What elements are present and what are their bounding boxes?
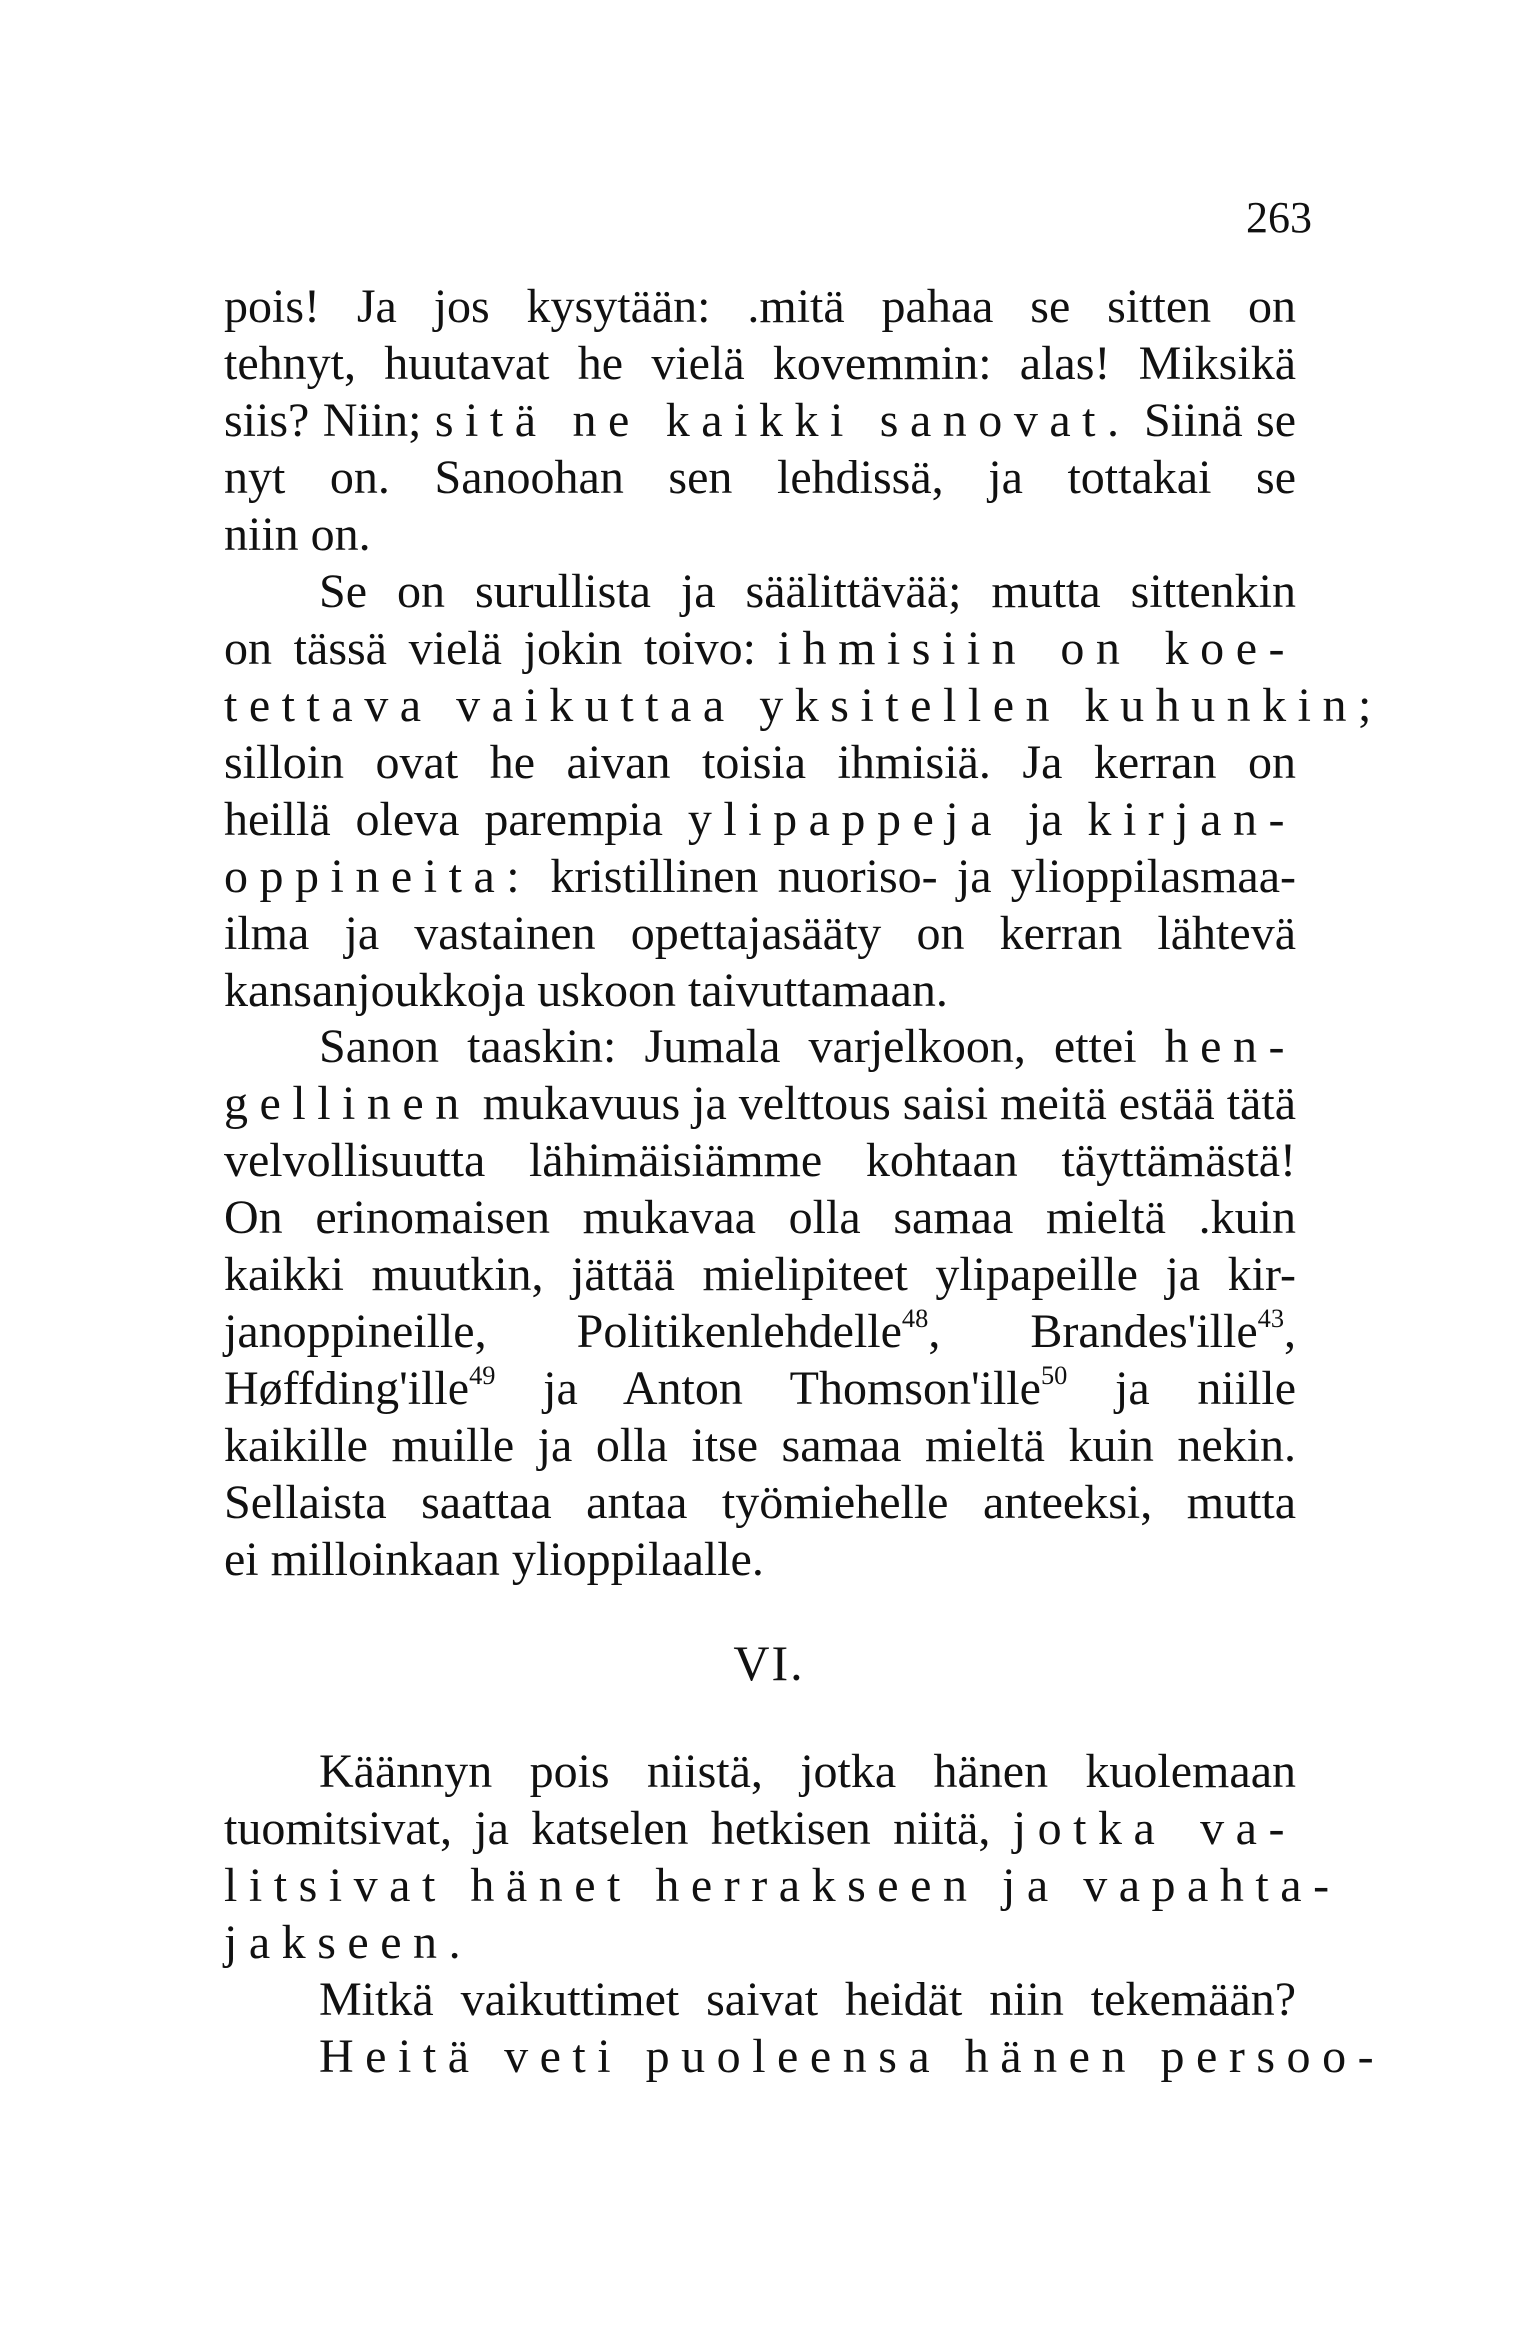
- text-span: tuomitsivat, ja katselen hetkisen niitä,: [224, 1802, 991, 1855]
- emphasis-text: oppineita:: [224, 850, 532, 903]
- text-span: ja: [1027, 793, 1063, 846]
- text-line: [224, 2028, 1386, 2085]
- footnote-ref-text: ja Anton Thomson'ille$^{50}$: [543, 1360, 1068, 1415]
- emphasis-text: ihmisiin on koe-: [777, 622, 1297, 675]
- text-line: Sellaista saattaa antaa työmiehelle anteeksi, mutta: [224, 1476, 1296, 1529]
- text-line: kaikille muille ja olla itse samaa mieltä kuin nekin.: [224, 1419, 1296, 1472]
- text-line: pois! Ja jos kysytään: .mitä pahaa se sitten on: [224, 280, 1296, 333]
- text-line: nyt on. Sanoohan sen lehdissä, ja tottakai se: [224, 451, 1296, 504]
- paragraph-3: [224, 1018, 1296, 1588]
- text-span: on tässä vielä jokin toivo:: [224, 622, 756, 675]
- emphasis-text: sitä ne kaikki sanovat.: [434, 394, 1131, 447]
- text-span: mukavuus ja velttous saisi meitä estää tätä: [482, 1077, 1296, 1130]
- text-line: Se on surullista ja säälittävää; mutta sittenkin: [319, 565, 1296, 618]
- page-number: 263: [1246, 193, 1312, 242]
- text-line: tehnyt, huutavat he vielä kovemmin: alas! Miksikä: [224, 337, 1296, 390]
- text-line: silloin ovat he aivan toisia ihmisiä. Ja kerran on: [224, 736, 1296, 789]
- footnote-marker: 49: [469, 1360, 496, 1391]
- text-line: [224, 1018, 1296, 1075]
- emphasis-text: jakseen.: [224, 1916, 473, 1969]
- text-span: janoppineille,: [224, 1305, 487, 1358]
- footnote-ref-text: Brandes'ille$^{43}$,: [1030, 1303, 1297, 1358]
- text-span: heillä oleva parempia: [224, 793, 663, 846]
- text-line: ei milloinkaan ylioppilaalle.: [224, 1533, 764, 1586]
- emphasis-text: jotka va-: [1012, 1802, 1296, 1855]
- text-span: Siinä se: [1143, 394, 1297, 447]
- text-span: siis? Niin;: [224, 394, 422, 447]
- text-line: On erinomaisen mukavaa olla samaa mieltä .kuin: [224, 1191, 1296, 1244]
- footnote-ref-text: Høffding'ille$^{49}$: [224, 1360, 496, 1415]
- text-line: [224, 620, 1296, 677]
- paragraph-4: [224, 1743, 1386, 2085]
- text-line: [224, 1075, 1296, 1132]
- text-line: Mitkä vaikuttimet saivat heidät niin tekemään?: [319, 1973, 1296, 2026]
- text-line: [224, 1800, 1296, 1857]
- text-line: [224, 1360, 1296, 1417]
- footnote-marker: 48: [901, 1303, 929, 1334]
- text-line: [224, 392, 1296, 449]
- text-span: ja niille: [1115, 1362, 1296, 1415]
- text-line: ilma ja vastainen opettajasääty on kerran lähtevä: [224, 907, 1296, 960]
- paragraph-1: [224, 278, 1296, 563]
- footnote-marker: 50: [1040, 1360, 1068, 1391]
- emphasis-text: ylipappeja: [687, 793, 1003, 846]
- text-span: kristillinen nuoriso- ja ylioppilasmaa-: [550, 850, 1296, 903]
- footnote-marker: 43: [1257, 1303, 1285, 1334]
- text-line: [224, 791, 1296, 848]
- emphasis-text: kirjan-: [1087, 793, 1297, 846]
- text-line: [224, 1914, 1296, 1971]
- emphasis-text: litsivat hänet herrakseen ja vapahta-: [224, 1859, 1341, 1912]
- section-heading: VI.: [733, 1635, 805, 1691]
- text-line: [224, 1857, 1341, 1914]
- text-line: [224, 677, 1383, 734]
- text-line: velvollisuutta lähimäisiämme kohtaan täyttämästä!: [224, 1134, 1296, 1187]
- footnote-ref-text: Politikenlehdelle$^{48}$,: [576, 1303, 941, 1358]
- text-line: niin on.: [224, 508, 371, 561]
- emphasis-text: tettava vaikuttaa yksitellen kuhunkin;: [224, 679, 1383, 732]
- emphasis-text: hen-: [1164, 1020, 1297, 1073]
- text-line: kansanjoukkoja uskoon taivuttamaan.: [224, 964, 948, 1017]
- text-line: kaikki muutkin, jättää mielipiteet ylipapeille ja kir-: [224, 1248, 1296, 1301]
- text-line: Käännyn pois niistä, jotka hänen kuolemaan: [319, 1745, 1296, 1798]
- emphasis-text: gellinen: [224, 1077, 471, 1130]
- emphasis-text: Heitä veti puoleensa hänen persoo-: [319, 2030, 1386, 2083]
- text-line: [224, 1303, 1296, 1360]
- text-span: Sanon taaskin: Jumala varjelkoon, ettei: [319, 1020, 1137, 1073]
- text-line: [224, 848, 1296, 905]
- paragraph-2: [224, 563, 1383, 1019]
